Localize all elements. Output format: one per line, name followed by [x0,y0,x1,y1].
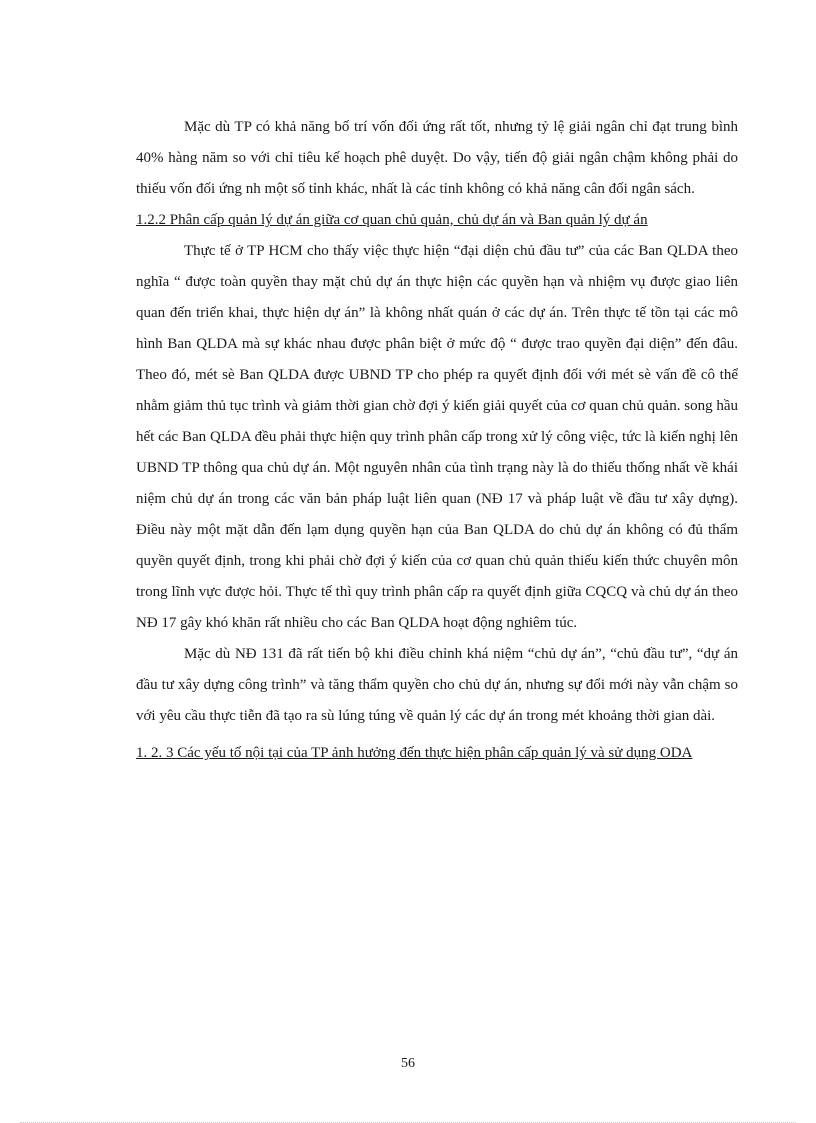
paragraph-decree-131: Mặc dù NĐ 131 đã rất tiến bộ khi điều chỉnh khá niệm “chủ dự án”, “chủ đầu tư”, “dự án đầu tư xây dựng công trình” và tăng thẩm quyền cho chủ dự án, nhưng sự đổi mới này vẫn chậm so với yêu cầu thực tiễn đã tạo ra sù lúng túng về quản lý các dự án trong mét khoảng thời gian dài. [136,646,738,724]
page-number: 56 [401,1056,415,1071]
paragraph-project-owner-representation: Thực tế ở TP HCM cho thấy việc thực hiện “đại diện chủ đầu tư” của các Ban QLDA theo nghĩa “ được toàn quyền thay mặt chủ dự án thực hiện các quyền hạn và nhiệm vụ được giao liên quan đến triển khai, thực hiện dự án” là không nhất quán ở các dự án. Trên thực tế tồn tại các mô hình Ban QLDA mà sự khác nhau được phân biệt ở mức độ “ được trao quyền đại diện” đến đâu. Theo đó, mét sè Ban QLDA được UBND TP cho phép ra quyết định đối với mét sè vấn đề cô thể nhằm giảm thủ tục trình và giảm thời gian chờ đợi ý kiến giải quyết của cơ quan chủ quản. song hầu hết các Ban QLDA đều phải thực hiện quy trình phân cấp trong xử lý công việc, tức là kiến nghị lên UBND TP thông qua chủ dự án. Một nguyên nhân của tình trạng này là do thiếu thống nhất về khái niệm chủ dự án trong các văn bản pháp luật liên quan (NĐ 17 và pháp luật về đầu tư xây dựng). Điều này một mặt dẫn đến lạm dụng quyền hạn của Ban QLDA do chủ dự án không có đủ thẩm quyền quyết định, trong khi phải chờ đợi ý kiến của cơ quan chủ quản thiếu kiến thức chuyên môn trong lĩnh vực được hỏi. Thực tế thì quy trình phân cấp ra quyết định giữa CQCQ và chủ dự án theo NĐ 17 gây khó khăn rất nhiều cho các Ban QLDA hoạt động nghiêm túc. [136,243,738,631]
section-heading-1-2-2: 1.2.2 Phân cấp quản lý dự án giữa cơ quan chủ quản, chủ dự án và Ban quản lý dự án [136,212,648,228]
section-heading-1-2-3: 1. 2. 3 Các yếu tố nội tại của TP ảnh hưởng đến thực hiện phân cấp quản lý và sử dụng ODA [136,745,693,761]
paragraph-counterpart-funds: Mặc dù TP có khả năng bố trí vốn đối ứng rất tốt, nhưng tỷ lệ giải ngân chỉ đạt trung bình 40% hàng năm so với chỉ tiêu kế hoạch phê duyệt. Do vậy, tiến độ giải ngân chậm không phải do thiếu vốn đối ứng nh một số tỉnh khác, nhất là các tỉnh không có khả năng cân đối ngân sách. [136,119,738,197]
document-page [136,112,738,769]
